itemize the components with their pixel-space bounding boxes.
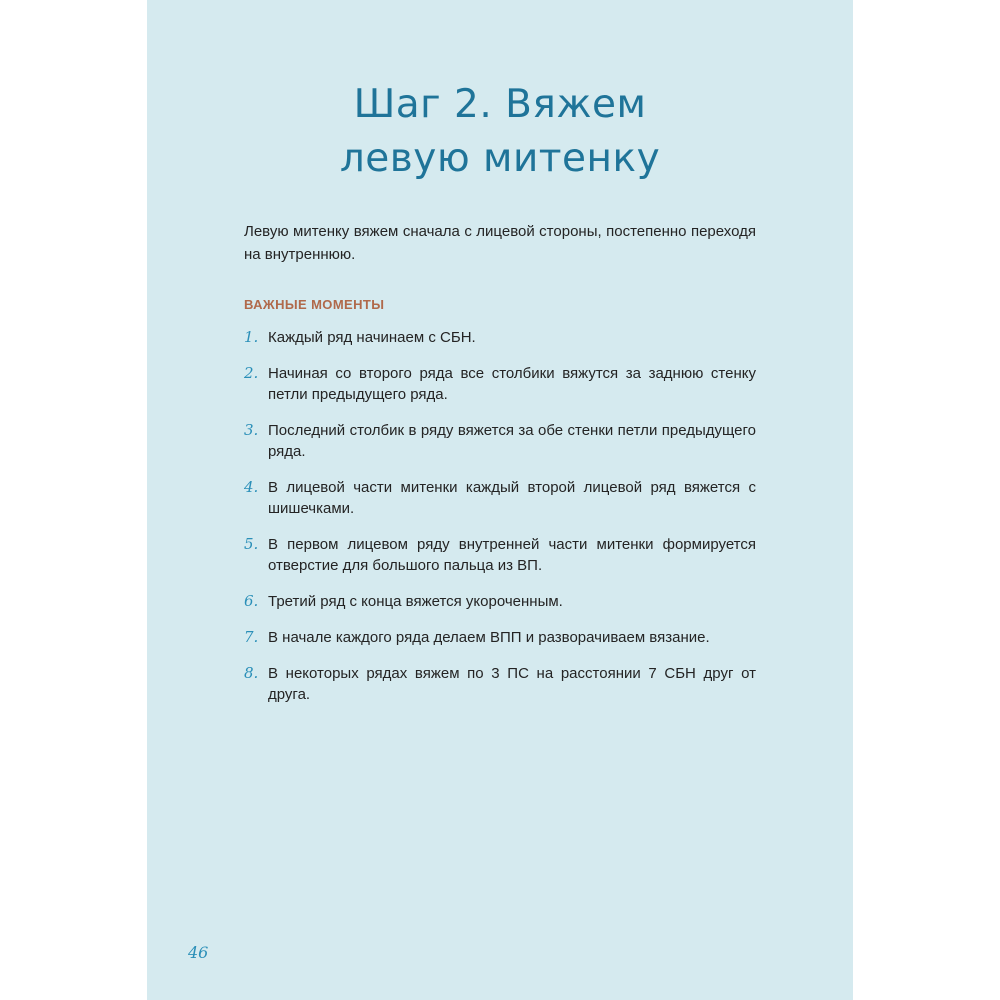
list-item-text: Начиная со второго ряда все столбики вяжутся за заднюю стенку петли предыдущего ряда. — [268, 365, 756, 403]
page-title-line-2: левую митенку — [339, 136, 661, 181]
list-item-number: 5. — [244, 535, 259, 553]
page-title-line-1: Шаг 2. Вяжем — [353, 82, 647, 127]
list-item-number: 6. — [244, 592, 259, 610]
intro-paragraph: Левую митенку вяжем сначала с лицевой стороны, постепенно переходя на внутреннюю. — [244, 223, 756, 263]
list-item-number: 4. — [244, 478, 259, 496]
list-item-number: 1. — [244, 328, 259, 346]
list-item-text: В лицевой части митенки каждый второй лицевой ряд вяжется с шишечками. — [268, 479, 756, 517]
list-item — [244, 591, 756, 612]
important-points-list — [244, 327, 756, 720]
list-item — [244, 363, 756, 405]
list-item-number: 8. — [244, 664, 259, 682]
list-item-number: 3. — [244, 421, 259, 439]
list-item — [244, 477, 756, 519]
list-item-text: Последний столбик в ряду вяжется за обе стенки петли предыдущего ряда. — [268, 422, 756, 460]
book-page — [147, 0, 853, 1000]
list-item — [244, 420, 756, 462]
list-item-number: 7. — [244, 628, 259, 646]
page-title — [147, 78, 853, 186]
list-item-text: В начале каждого ряда делаем ВПП и разворачиваем вязание. — [268, 629, 710, 646]
list-item-text: В первом лицевом ряду внутренней части митенки формируется отверстие для большого пальца из ВП. — [268, 536, 756, 574]
list-item — [244, 663, 756, 705]
list-item-text: Третий ряд с конца вяжется укороченным. — [268, 593, 563, 610]
list-item-number: 2. — [244, 364, 259, 382]
page-number: 46 — [188, 943, 209, 962]
list-item — [244, 627, 756, 648]
list-item-text: Каждый ряд начинаем с СБН. — [268, 329, 476, 346]
list-item — [244, 534, 756, 576]
list-item-text: В некоторых рядах вяжем по 3 ПС на расстоянии 7 СБН друг от друга. — [268, 665, 756, 703]
list-item — [244, 327, 756, 348]
section-heading: ВАЖНЫЕ МОМЕНТЫ — [244, 297, 385, 312]
